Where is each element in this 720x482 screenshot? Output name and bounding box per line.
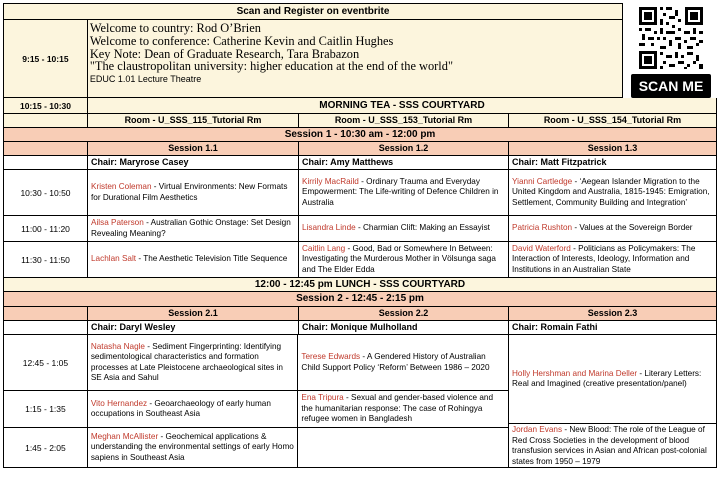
chair-2-3: Chair: Romain Fathi (512, 322, 598, 332)
talk (88, 216, 299, 241)
lunch-label: 12:00 - 12:45 pm LUNCH - SSS COURTYARD (254, 278, 466, 290)
speaker-name: Yianni Cartledge (512, 176, 573, 186)
talk (509, 424, 716, 467)
session-1-title-row (3, 128, 717, 142)
slot-time: 11:30 - 11:50 (4, 242, 88, 277)
talk (88, 335, 299, 390)
talk-title: - Charmian Clift: Making an Essayist (355, 223, 490, 233)
talk-title: - Australian Gothic Onstage: Set Design Revealing Meaning? (91, 218, 291, 238)
opening-row (3, 20, 623, 98)
session-2-title-row (3, 292, 717, 307)
talk-title: - Geochemical applications & understanding the environmental settings of early Homo sapiens in Southeast Asia (90, 431, 294, 462)
talk-title: - A Gendered History of Australian Child Support Policy ‘Reform’ Between 1986 – 2020 (301, 352, 490, 372)
talk-title: - Literary Letters: Real and Imagined (creative presentation/panel) (512, 368, 702, 388)
session-1-chairs-row (3, 156, 717, 170)
session-1-slot-3 (3, 242, 717, 278)
chair-1-2: Chair: Amy Matthews (299, 156, 509, 169)
talk-title: - The Aesthetic Television Title Sequence (136, 254, 288, 264)
speaker-name: David Waterford (512, 243, 571, 253)
session-2-title: Session 2 - 12:45 - 2:15 pm (296, 293, 424, 304)
speaker-name: Patricia Rushton (512, 223, 573, 233)
speaker-name: Meghan McAllister (90, 431, 159, 441)
talk-title: - Politicians as Policymakers: The Interaction of Interests, Ideology, Information and Institutions in an Australian State (512, 243, 696, 274)
morning-tea-time: 10:15 - 10:30 (4, 98, 88, 113)
session-2-3-label: Session 2.3 (587, 308, 638, 318)
chair-1-3: Chair: Matt Fitzpatrick (512, 157, 607, 167)
chair-1-1: Chair: Maryrose Casey (88, 156, 299, 169)
speaker-name: Ena Tripura (301, 393, 344, 403)
room-153: Room - U_SSS_153_Tutorial Rm (299, 114, 509, 127)
session-2-slot-1 (4, 335, 508, 391)
talk-title: - Good, Bad or Somewhere In Between: Investigating the Murderous Mother in Völsunga saga and The Elder Edda (302, 243, 496, 274)
talk (298, 391, 508, 427)
talk (509, 242, 716, 277)
slot-time: 1:45 - 2:05 (4, 428, 88, 467)
speaker-name: Kirrily MacRaild (302, 176, 359, 186)
talk (299, 242, 509, 277)
talk-title: - ‘Aegean Islander Migration to the United Kingdom and Australia, 1815-1945: Emigration, Settlement, Community Building and Integration’ (512, 176, 710, 207)
speaker-name: Vito Hernandez (90, 398, 148, 408)
qr-code[interactable] (626, 3, 717, 102)
session-2-slot-3 (4, 428, 508, 467)
talk (88, 428, 299, 467)
session-2-1-label: Session 2.1 (88, 307, 299, 320)
session-2-2-label: Session 2.2 (299, 307, 509, 320)
talk-title: - New Blood: The role of the League of Red Cross Societies in the development of blood transfusion services in Asian and African post-colonial states from 1950 – 1979 (512, 425, 707, 466)
lunch-row (3, 278, 717, 292)
opening-line-3: Key Note: Dean of Graduate Research, Tara Brabazon (89, 46, 360, 61)
speaker-name: Lisandra Linde (302, 223, 356, 233)
speaker-name: Lachlan Salt (91, 254, 137, 264)
session-1-slot-2 (3, 216, 717, 242)
talk-title: - Sediment Fingerprinting: Identifying sedimentological characteristics and formation processes at Late Pleistocene archaeological sites in SE Asia and Sahul (90, 341, 283, 382)
opening-line-1: Welcome to country: Rod O’Brien (89, 21, 261, 35)
slot-time: 12:45 - 1:05 (4, 335, 88, 390)
talk-title: - Geoarchaeology of early human occupations in Southeast Asia (90, 398, 271, 418)
speaker-name: Natasha Nagle (90, 341, 145, 351)
session-2-body (3, 335, 717, 468)
panel-talk (509, 335, 716, 424)
morning-tea-label: MORNING TEA - SSS COURTYARD (319, 99, 485, 111)
opening-line-2: Welcome to conference: Catherine Kevin and Caitlin Hughes (89, 33, 394, 48)
opening-details (88, 20, 622, 97)
room-154: Room - U_SSS_154_Tutorial Rm (543, 115, 682, 125)
speaker-name: Ailsa Paterson (91, 218, 144, 227)
session-2-slot-2 (4, 391, 508, 428)
talk (509, 216, 716, 241)
talk (88, 242, 299, 277)
keynote-title: "The claustropolitan university: higher education at the end of the world" (89, 59, 454, 74)
speaker-name: Terese Edwards (301, 352, 361, 361)
speaker-name: Holly Hershman and Marina Deller (512, 368, 638, 378)
scan-me-label: SCAN ME (631, 74, 711, 98)
talk (88, 170, 299, 215)
chair-2-1: Chair: Daryl Wesley (88, 321, 299, 334)
talk (509, 170, 716, 215)
opening-time: 9:15 - 10:15 (4, 20, 88, 97)
talk (88, 391, 299, 427)
morning-tea-row (3, 98, 717, 114)
talk-title: - Sexual and gender-based violence and the humanitarian response: The case of Rohingya refugee women in Bangladesh (301, 393, 494, 424)
opening-venue: EDUC 1.01 Lecture Theatre (89, 74, 202, 85)
session-2-sub-row (3, 307, 717, 321)
header-row (3, 3, 623, 20)
session-1-sub-row (3, 142, 717, 156)
talk-title: - Values at the Sovereign Border (572, 223, 693, 233)
qr-pattern-icon (626, 3, 717, 73)
talk-title: - Virtual Environments: New Formats for Durational Film Aesthetics (91, 182, 288, 202)
session-1-slot-1 (3, 170, 717, 216)
program-table (3, 3, 717, 468)
header-title: Scan and Register on eventbrite (236, 5, 390, 17)
session-1-3-label: Session 1.3 (587, 143, 638, 153)
room-115: Room - U_SSS_115_Tutorial Rm (88, 114, 299, 127)
talk (299, 216, 509, 241)
chair-2-2: Chair: Monique Mulholland (299, 321, 509, 334)
talk (299, 170, 509, 215)
speaker-name: Jordan Evans (512, 425, 563, 434)
speaker-name: Caitlin Lang (302, 243, 346, 253)
speaker-name: Kristen Coleman (91, 182, 152, 191)
session-1-1-label: Session 1.1 (88, 142, 299, 155)
slot-time: 10:30 - 10:50 (4, 170, 88, 215)
rooms-row (3, 114, 717, 128)
session-1-2-label: Session 1.2 (299, 142, 509, 155)
slot-time: 11:00 - 11:20 (4, 216, 88, 241)
talk-title: - Ordinary Trauma and Everyday Empowerment: The Life-writing of Defence Children in Australia (302, 176, 499, 207)
slot-time: 1:15 - 1:35 (4, 391, 88, 427)
talk (298, 335, 508, 390)
session-2-chairs-row (3, 321, 717, 335)
session-1-title: Session 1 - 10:30 am - 12:00 pm (284, 128, 436, 140)
